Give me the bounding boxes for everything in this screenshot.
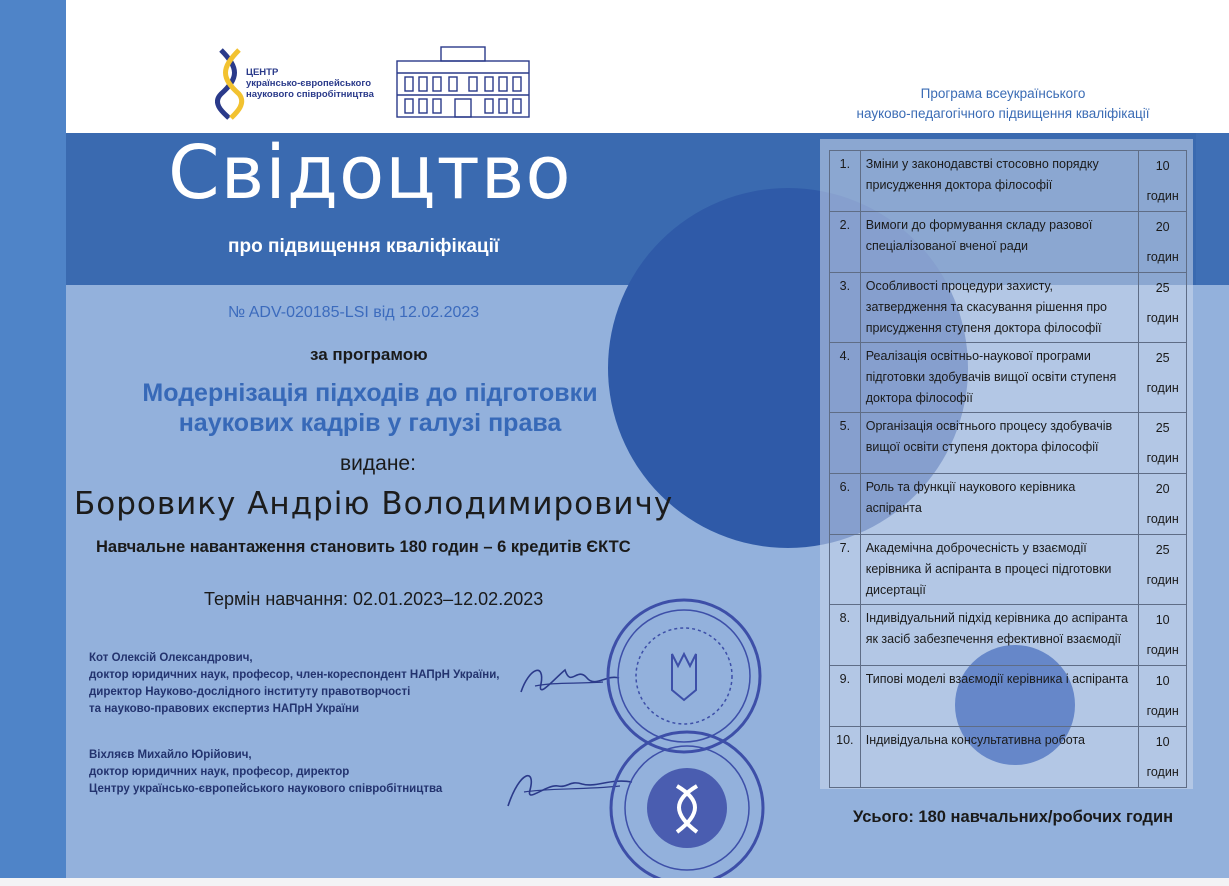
module-hours-unit: годин [1146,381,1179,395]
signer-1-name: Кот Олексій Олександрович, [89,652,253,664]
module-hours [1139,413,1187,474]
module-hours [1139,474,1187,535]
module-number: 10. [830,727,861,788]
program-header [828,84,1178,124]
left-strip [0,0,66,878]
module-topic: Зміни у законодавстві стосовно порядку присудження доктора філософії [860,151,1139,212]
signer-1-line-3: директор Науково-дослідного інституту правотворчості [89,686,411,698]
module-hours [1139,605,1187,666]
module-number: 3. [830,273,861,343]
modules-table [829,150,1187,788]
table-row [830,343,1187,413]
signer-1-line-2: доктор юридичних наук, професор, член-кореспондент НАПрН України, [89,669,500,681]
module-hours-unit: годин [1146,250,1179,264]
logo-line-3: наукового співробітництва [246,89,374,100]
module-hours-unit: годин [1146,189,1179,203]
recipient-name: Боровику Андрію Володимировичу [74,486,674,522]
module-number: 8. [830,605,861,666]
module-topic: Організація освітнього процесу здобувачів вищої освіти ступеня доктора філософії [860,413,1139,474]
logo-line-2: українсько-європейського [246,78,371,89]
certificate-subtitle: про підвищення кваліфікації [228,236,500,257]
signer-2-line-3: Центру українсько-європейського наукового співробітництва [89,783,443,795]
module-topic: Роль та функції наукового керівника аспіранта [860,474,1139,535]
module-number: 1. [830,151,861,212]
center-logo-text [246,67,374,100]
signer-2-line-2: доктор юридичних наук, професор, директор [89,766,350,778]
program-title-line-2: наукових кадрів у галузі права [178,409,562,437]
program-title-line-1: Модернізація підходів до підготовки [142,379,598,407]
module-hours-value: 10 [1155,735,1170,749]
module-hours [1139,151,1187,212]
module-topic: Індивідуальний підхід керівника до аспіранта як засіб забезпечення ефективної взаємодії [860,605,1139,666]
module-hours [1139,535,1187,605]
certificate-number: № ADV-020185-LSI від 12.02.2023 [228,304,480,321]
module-hours [1139,343,1187,413]
table-row [830,273,1187,343]
module-number: 6. [830,474,861,535]
module-hours-value: 25 [1155,351,1170,365]
module-hours-unit: годин [1146,512,1179,526]
table-row [830,535,1187,605]
program-title [110,378,630,438]
table-row [830,474,1187,535]
module-hours-value: 10 [1155,159,1170,173]
module-hours-value: 25 [1155,421,1170,435]
program-header-line-1: Програма всеукраїнського [920,86,1086,101]
signer-1-line-4: та науково-правових експертиз НАПрН України [89,703,360,715]
signer-2-name: Віхляєв Михайло Юрійович, [89,749,252,761]
center-logo-icon [215,48,245,120]
module-hours-value: 10 [1155,613,1170,627]
module-topic: Особливості процедури захисту, затвердження та скасування рішення про присудження ступеня доктора філософії [860,273,1139,343]
certificate-title: Свідоцтво [168,130,572,216]
institute-building-icon [393,43,533,119]
module-hours-unit: годин [1146,451,1179,465]
module-hours-value: 25 [1155,543,1170,557]
module-hours-value: 20 [1155,482,1170,496]
total-hours: Усього: 180 навчальних/робочих годин [853,808,1174,826]
workload-text: Навчальне навантаження становить 180 годин – 6 кредитів ЄКТС [96,538,631,556]
module-hours-unit: годин [1146,643,1179,657]
module-hours-unit: годин [1146,573,1179,587]
module-hours [1139,727,1187,788]
band-edge [1196,133,1229,285]
module-number: 2. [830,212,861,273]
module-hours-value: 20 [1155,220,1170,234]
issued-label: видане: [340,452,416,475]
by-program-label: за програмою [310,345,428,364]
table-row [830,666,1187,727]
module-topic: Реалізація освітньо-наукової програми підготовки здобувачів вищої освіти ступеня доктора філософії [860,343,1139,413]
module-topic: Індивідуальна консультативна робота [860,727,1139,788]
signer-1 [89,650,500,718]
module-hours-unit: годин [1146,311,1179,325]
center-seal-icon [605,728,770,878]
table-row [830,212,1187,273]
module-hours [1139,666,1187,727]
logo-line-1: ЦЕНТР [246,67,279,78]
module-number: 9. [830,666,861,727]
program-header-line-2: науково-педагогічного підвищення кваліфікації [856,106,1150,121]
module-number: 7. [830,535,861,605]
module-hours-unit: годин [1146,765,1179,779]
module-hours-value: 25 [1155,281,1170,295]
table-row [830,413,1187,474]
table-row [830,605,1187,666]
module-hours [1139,212,1187,273]
signer-2 [89,747,442,798]
module-hours-unit: годин [1146,704,1179,718]
study-term: Термін навчання: 02.01.2023–12.02.2023 [204,589,544,609]
module-topic: Типові моделі взаємодії керівника і аспіранта [860,666,1139,727]
module-number: 5. [830,413,861,474]
module-hours [1139,273,1187,343]
module-hours-value: 10 [1155,674,1170,688]
module-topic: Вимоги до формування складу разової спеціалізованої вченої ради [860,212,1139,273]
module-topic: Академічна доброчесність у взаємодії керівника й аспіранта в процесі підготовки дисертації [860,535,1139,605]
table-row [830,727,1187,788]
module-number: 4. [830,343,861,413]
table-row [830,151,1187,212]
